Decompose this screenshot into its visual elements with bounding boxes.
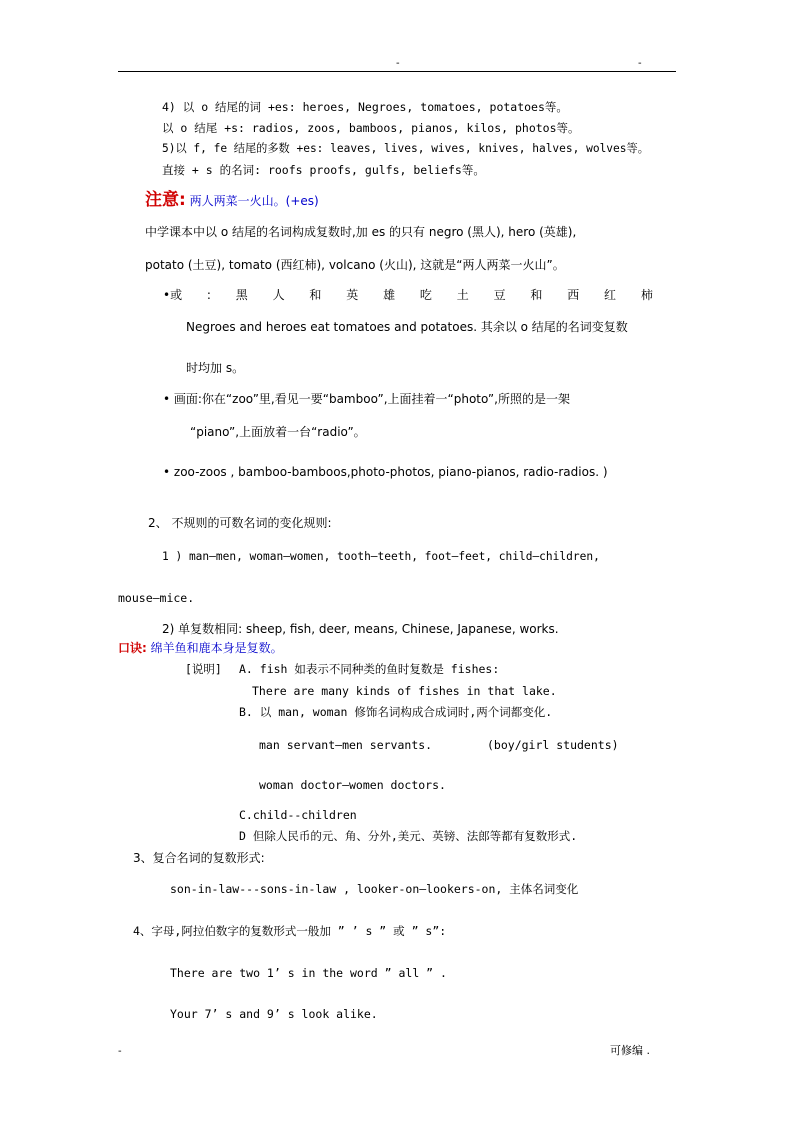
explain-b-example-2: woman doctor—women doctors. bbox=[259, 778, 446, 792]
bullet-2-line-1: • 画面:你在“zoo”里,看见一要“bamboo”,上面挂着一“photo”,所照的是一架 bbox=[163, 392, 570, 406]
explain-b-example-1b: (boy/girl students) bbox=[487, 738, 619, 752]
section-3-example: son-in-law---sons-in-law , looker-on—lookers-on, 主体名词变化 bbox=[170, 882, 579, 896]
footer-right: 可修编 . bbox=[610, 1044, 650, 1057]
bullet-2-line-2: “piano”,上面放着一台“radio”。 bbox=[190, 425, 366, 439]
bullet-1-char: 雄 bbox=[383, 288, 396, 302]
note-heading bbox=[145, 192, 319, 209]
section-2-tip bbox=[118, 640, 283, 656]
explain-a-example: There are many kinds of fishes in that lake. bbox=[252, 684, 557, 698]
rule-o-s: 以 o 结尾 +s: radios, zoos, bamboos, pianos, kilos, photos等。 bbox=[162, 121, 580, 135]
bullet-1-char: 吃 bbox=[419, 288, 432, 302]
note-label: 注意: bbox=[145, 190, 186, 210]
footer-left: - bbox=[118, 1046, 122, 1057]
bullet-1-char: 和 bbox=[530, 288, 543, 302]
rule-o-es: 4) 以 o 结尾的词 +es: heroes, Negroes, tomatoes, potatoes等。 bbox=[162, 100, 568, 114]
section-2-rule-1-cont: mouse—mice. bbox=[118, 591, 195, 605]
bullet-1-char: : bbox=[206, 288, 211, 302]
note-paragraph-1: 中学课本中以 o 结尾的名词构成复数时,加 es 的只有 negro (黑人), hero (英雄), bbox=[145, 225, 577, 239]
explain-d: D 但除人民币的元、角、分外,美元、英镑、法郎等都有复数形式. bbox=[239, 829, 578, 843]
bullet-1-char: 黑 bbox=[235, 288, 248, 302]
bullet-1-char: 和 bbox=[309, 288, 322, 302]
bullet-1-char: 英 bbox=[346, 288, 359, 302]
bullet-3: • zoo-zoos , bamboo-bamboos,photo-photos, piano-pianos, radio-radios. ) bbox=[163, 465, 608, 479]
tip-text: 绵羊鱼和鹿本身是复数。 bbox=[150, 641, 283, 655]
tip-label: 口诀: bbox=[118, 641, 147, 655]
bullet-1-line-2: Negroes and heroes eat tomatoes and potatoes. 其余以 o 结尾的名词变复数 bbox=[186, 320, 628, 334]
section-2-rule-1: 1 ) man—men, woman—women, tooth—teeth, foot—feet, child—children, bbox=[162, 550, 600, 563]
section-4-example-2: Your 7’ s and 9’ s look alike. bbox=[170, 1007, 378, 1021]
bullet-1-char: 土 bbox=[456, 288, 469, 302]
bullet-1-line-3: 时均加 s。 bbox=[186, 361, 245, 375]
bullet-1-char: 人 bbox=[272, 288, 285, 302]
bullet-1-char: •或 bbox=[163, 288, 183, 302]
header-mark-center: - bbox=[396, 58, 400, 69]
explain-b-example-1: man servant—men servants. bbox=[259, 738, 433, 752]
header-rule bbox=[118, 71, 676, 72]
explain-label: [说明] bbox=[185, 662, 222, 676]
rule-direct-s: 直接 + s 的名词: roofs proofs, gulfs, beliefs等。 bbox=[162, 163, 485, 177]
section-3-heading: 3、复合名词的复数形式: bbox=[133, 851, 265, 865]
section-4-example-1: There are two 1’ s in the word ” all ” . bbox=[170, 966, 447, 980]
header-mark-right: - bbox=[638, 58, 642, 69]
bullet-1-line-1 bbox=[163, 287, 653, 303]
explain-c: C.child--children bbox=[239, 808, 357, 822]
section-4-heading: 4、字母,阿拉伯数字的复数形式一般加 ” ’ s ” 或 ” s”: bbox=[133, 924, 447, 938]
bullet-1-char: 红 bbox=[604, 288, 617, 302]
bullet-1-char: 柿 bbox=[640, 288, 653, 302]
rule-f-fe: 5)以 f, fe 结尾的多数 +es: leaves, lives, wives, knives, halves, wolves等。 bbox=[162, 142, 649, 155]
note-paragraph-2: potato (土豆), tomato (西红柿), volcano (火山), 这就是“两人两菜一火山”。 bbox=[145, 258, 565, 272]
explain-a: A. fish 如表示不同种类的鱼时复数是 fishes: bbox=[239, 662, 500, 676]
section-2-heading: 2、 不规则的可数名词的变化规则: bbox=[148, 516, 332, 530]
note-text: 两人两菜一火山。(+es) bbox=[189, 194, 319, 208]
bullet-1-char: 西 bbox=[567, 288, 580, 302]
section-2-rule-2: 2) 单复数相同: sheep, fish, deer, means, Chinese, Japanese, works. bbox=[162, 622, 559, 636]
bullet-1-char: 豆 bbox=[493, 288, 506, 302]
explain-b: B. 以 man, woman 修饰名词构成合成词时,两个词都变化. bbox=[239, 705, 553, 719]
